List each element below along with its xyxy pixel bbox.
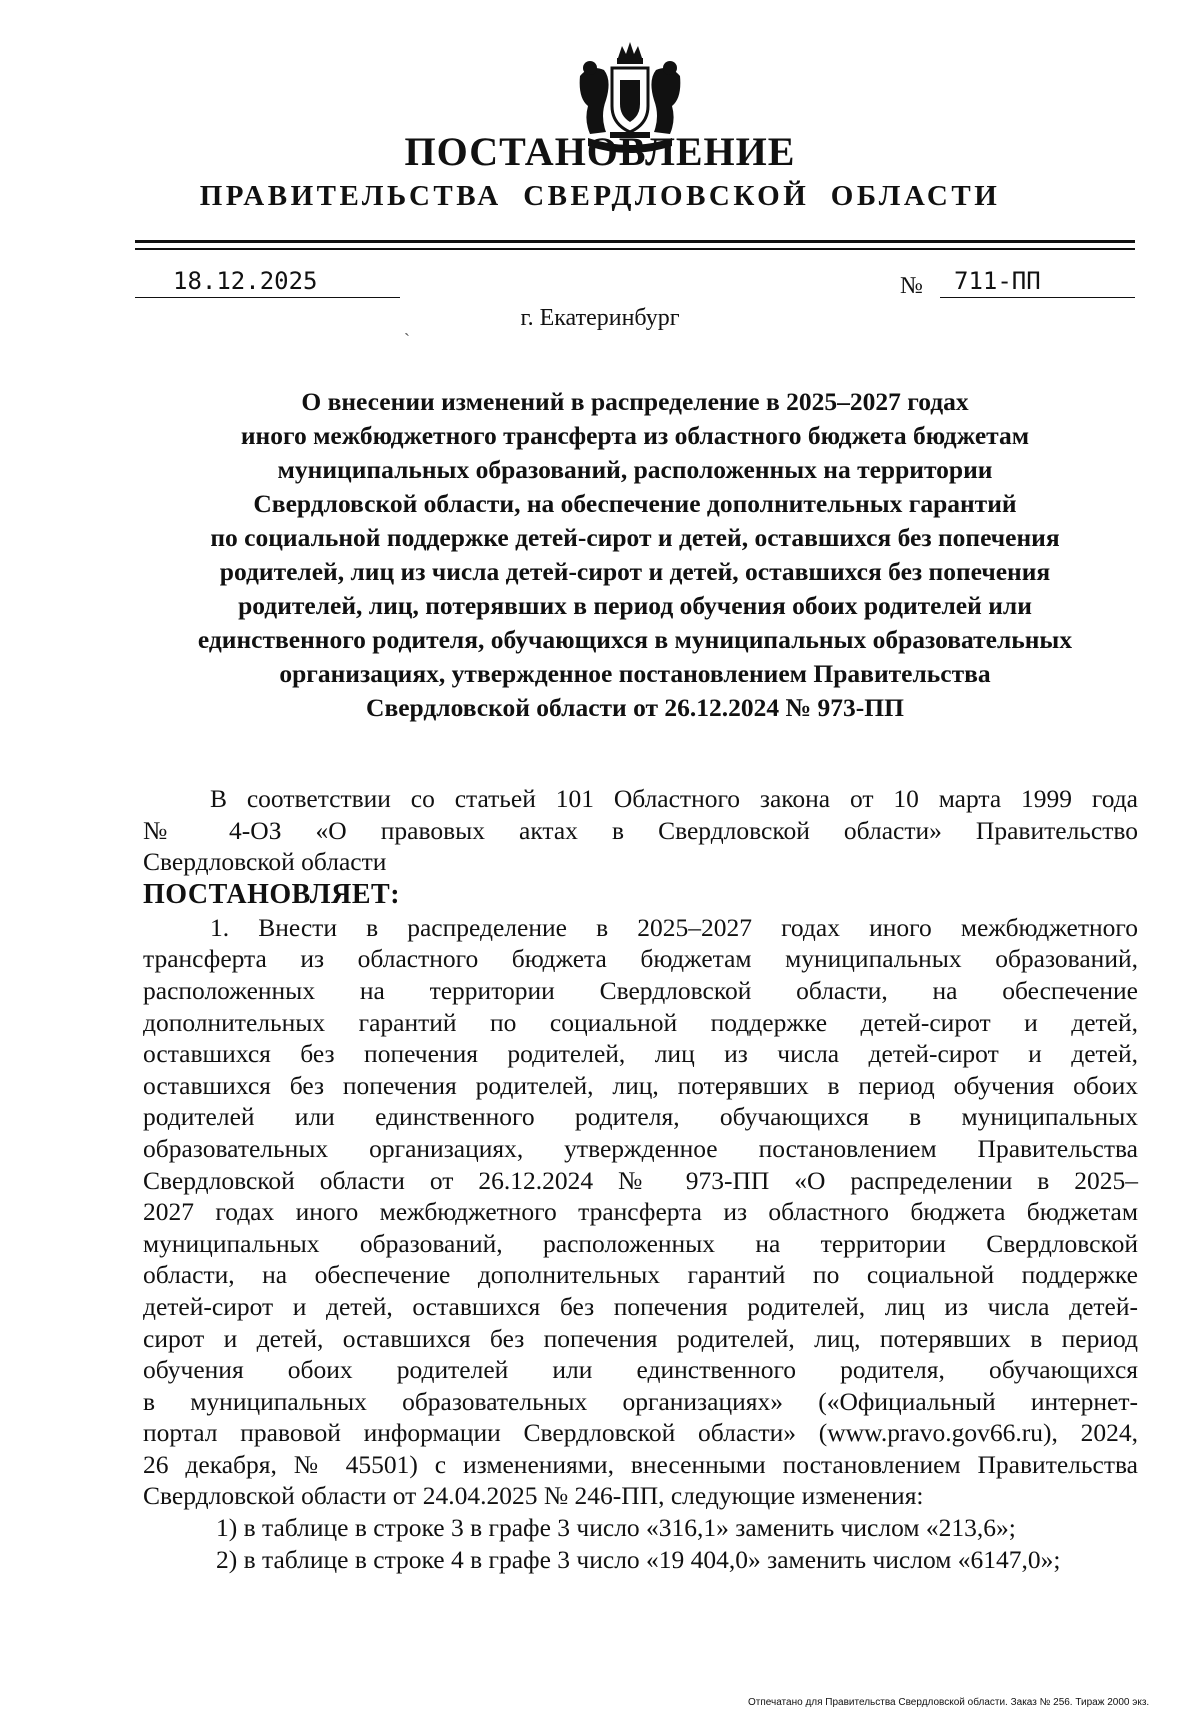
print-note: Отпечатано для Правительства Свердловской области. Заказ № 256. Тираж 2000 экз. (748, 1697, 1150, 1708)
preamble-line: № 4-ОЗ «О правовых актах в Свердловской области» Правительство (143, 815, 1138, 845)
item-line: дополнительных гарантий по социальной поддержке детей-сирот и детей, (143, 1007, 1138, 1037)
heading-line: по социальной поддержке детей-сирот и детей, оставшихся без попечения (210, 523, 1060, 552)
item-line: сирот и детей, оставшихся без попечения родителей, лиц, потерявших в период (143, 1323, 1138, 1353)
heading-line: Свердловской области от 26.12.2024 № 973-ПП (366, 693, 904, 722)
document-date: 18.12.2025 (173, 267, 318, 295)
item-line: оставшихся без попечения родителей, лиц из числа детей-сирот и детей, (143, 1039, 1138, 1069)
heading-line: организациях, утвержденное постановлением Правительства (279, 659, 991, 688)
item-line: обучения обоих родителей или единственного родителя, обучающихся (143, 1355, 1138, 1385)
heading-line: родителей, лиц из числа детей-сирот и детей, оставшихся без попечения (219, 557, 1051, 586)
sub-item-1: 1) в таблице в строке 3 в графе 3 число «316,1» заменить числом «213,6»; (216, 1513, 1016, 1543)
item-line: Свердловской области от 24.04.2025 № 246-ПП, следующие изменения: (143, 1481, 924, 1511)
preamble-line: В соответствии со статьей 101 Областного закона от 10 марта 1999 года (210, 784, 1138, 813)
scan-mark: ˏ (404, 316, 410, 336)
date-field (135, 265, 400, 298)
item-line: портал правовой информации Свердловской области» (www.pravo.gov66.ru), 2024, (143, 1418, 1138, 1448)
item-line: детей-сирот и детей, оставшихся без попечения родителей, лиц из числа детей- (143, 1291, 1138, 1321)
preamble-line: Свердловской области (143, 847, 387, 877)
document-title: ПОСТАНОВЛЕНИЕ (404, 129, 796, 174)
item-line: в муниципальных образовательных организациях» («Официальный интернет- (143, 1386, 1138, 1416)
header-divider-thin (135, 248, 1135, 250)
item-line: оставшихся без попечения родителей, лиц, потерявших в период обучения обоих (143, 1070, 1138, 1100)
item-line: трансферта из областного бюджета бюджетам муниципальных образований, (143, 944, 1138, 974)
decree-word: ПОСТАНОВЛЯЕТ: (143, 878, 401, 910)
heading-line: муниципальных образований, расположенных на территории (277, 455, 993, 484)
heading-line: Свердловской области, на обеспечение дополнительных гарантий (253, 489, 1017, 518)
item-line: 1. Внести в распределение в 2025–2027 годах иного межбюджетного (210, 912, 1138, 942)
document-number: 711-ПП (954, 267, 1041, 295)
item-line: муниципальных образований, расположенных на территории Свердловской (143, 1228, 1138, 1258)
item-line: 26 декабря, № 45501) с изменениями, внесенными постановлением Правительства (143, 1449, 1138, 1479)
item-line: Свердловской области от 26.12.2024 № 973-ПП «О распределении в 2025– (143, 1165, 1138, 1195)
item-line: 2027 годах иного межбюджетного трансферта из областного бюджета бюджетам (143, 1197, 1138, 1227)
item-line: образовательных организациях, утвержденное постановлением Правительства (143, 1133, 1138, 1163)
document-body (143, 783, 1138, 1575)
header-divider-thick (135, 240, 1135, 243)
document-heading (140, 385, 1130, 725)
number-sign: № (900, 273, 923, 299)
item-line: расположенных на территории Свердловской области, на обеспечение (143, 975, 1138, 1005)
number-field (940, 265, 1135, 298)
heading-line: иного межбюджетного трансферта из областного бюджета бюджетам (240, 421, 1030, 450)
heading-line: родителей, лиц, потерявших в период обучения обоих родителей или (238, 591, 1032, 620)
issuing-authority: ПРАВИТЕЛЬСТВА СВЕРДЛОВСКОЙ ОБЛАСТИ (199, 180, 1001, 212)
heading-line: О внесении изменений в распределение в 2025–2027 годах (301, 387, 969, 416)
item-line: области, на обеспечение дополнительных гарантий по социальной поддержке (143, 1260, 1138, 1290)
item-line: родителей или единственного родителя, обучающихся в муниципальных (143, 1102, 1138, 1132)
heading-line: единственного родителя, обучающихся в муниципальных образовательных (197, 625, 1073, 654)
sub-item-2: 2) в таблице в строке 4 в графе 3 число «19 404,0» заменить числом «6147,0»; (216, 1544, 1061, 1574)
issuing-city: г. Екатеринбург (520, 305, 680, 331)
